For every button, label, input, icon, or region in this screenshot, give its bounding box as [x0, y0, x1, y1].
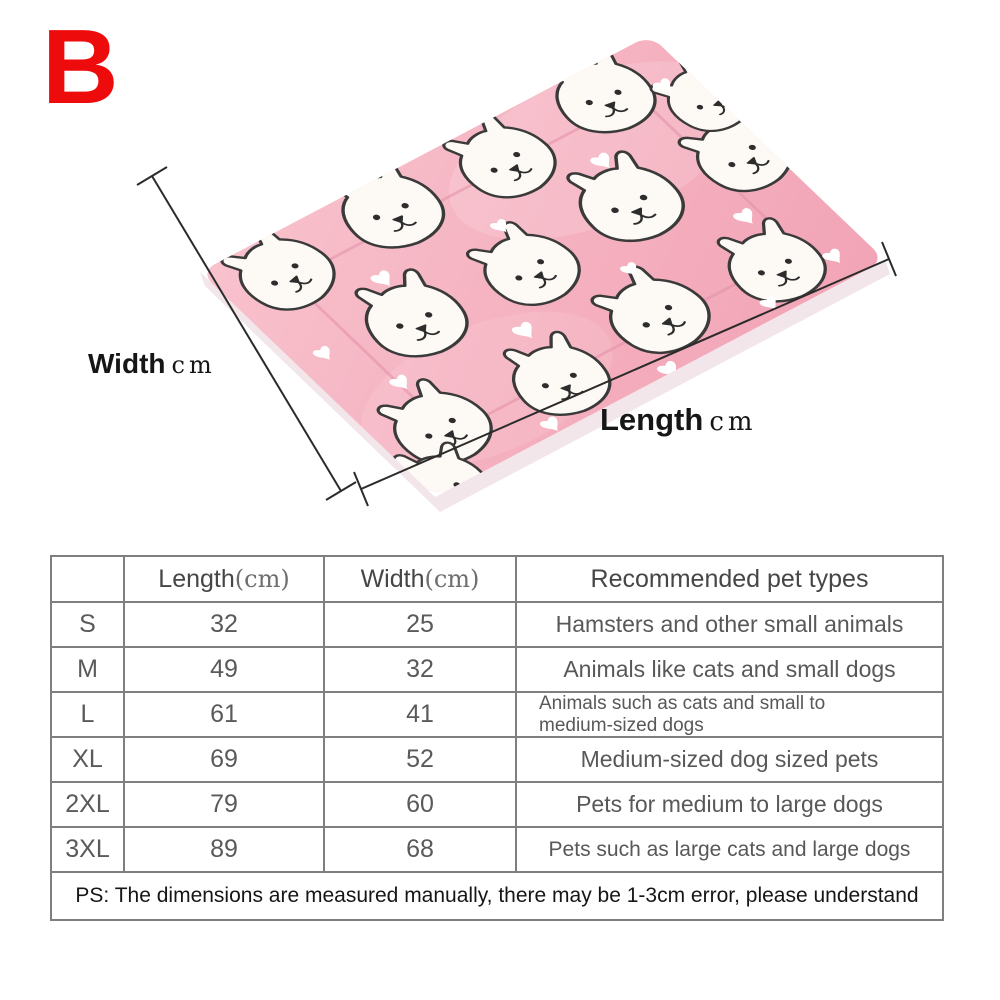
width-label-word: Width [88, 348, 166, 379]
size-cell: 3XL [51, 827, 124, 872]
pets-cell [516, 692, 943, 737]
width-cell: 52 [324, 737, 516, 782]
width-cell: 32 [324, 647, 516, 692]
panel-label: B [42, 8, 119, 126]
length-cell: 79 [124, 782, 324, 827]
pets-cell: Medium-sized dog sized pets [516, 737, 943, 782]
header-length-unit: (cm) [234, 564, 290, 593]
table-row [51, 602, 943, 647]
size-table [50, 555, 944, 921]
length-label-unit: cm [709, 407, 757, 437]
size-cell: XL [51, 737, 124, 782]
table-row [51, 647, 943, 692]
size-cell: L [51, 692, 124, 737]
measurement-note: PS: The dimensions are measured manually, there may be 1-3cm error, please understand [51, 872, 943, 920]
pets-cell: Pets for medium to large dogs [516, 782, 943, 827]
size-cell: M [51, 647, 124, 692]
table-row [51, 782, 943, 827]
table-row [51, 692, 943, 737]
width-cell: 25 [324, 602, 516, 647]
table-note-row [51, 872, 943, 920]
length-cell: 89 [124, 827, 324, 872]
header-width-label: Width [360, 564, 425, 593]
pets-text: Animals such as cats and small to medium-sized dogs [539, 693, 826, 736]
width-cell: 41 [324, 692, 516, 737]
mat-top-face [152, 0, 953, 544]
header-length-cell [124, 556, 324, 602]
header-size-cell [51, 556, 124, 602]
length-dimension-label [600, 402, 757, 438]
pets-cell: Pets such as large cats and large dogs [516, 827, 943, 872]
length-label-word: Length [600, 402, 704, 437]
table-row [51, 737, 943, 782]
size-cell: 2XL [51, 782, 124, 827]
length-cell: 32 [124, 602, 324, 647]
pets-cell: Animals like cats and small dogs [516, 647, 943, 692]
width-cell: 68 [324, 827, 516, 872]
size-table-header-row [51, 556, 943, 602]
pets-cell: Hamsters and other small animals [516, 602, 943, 647]
header-width-cell [324, 556, 516, 602]
width-cell: 60 [324, 782, 516, 827]
length-cell: 49 [124, 647, 324, 692]
length-cell: 61 [124, 692, 324, 737]
size-cell: S [51, 602, 124, 647]
width-dimension-label [88, 348, 216, 380]
header-pets-cell: Recommended pet types [516, 556, 943, 602]
table-row [51, 827, 943, 872]
width-label-unit: cm [171, 351, 216, 379]
header-length-label: Length [158, 564, 235, 593]
header-width-unit: (cm) [424, 564, 480, 593]
length-cell: 69 [124, 737, 324, 782]
